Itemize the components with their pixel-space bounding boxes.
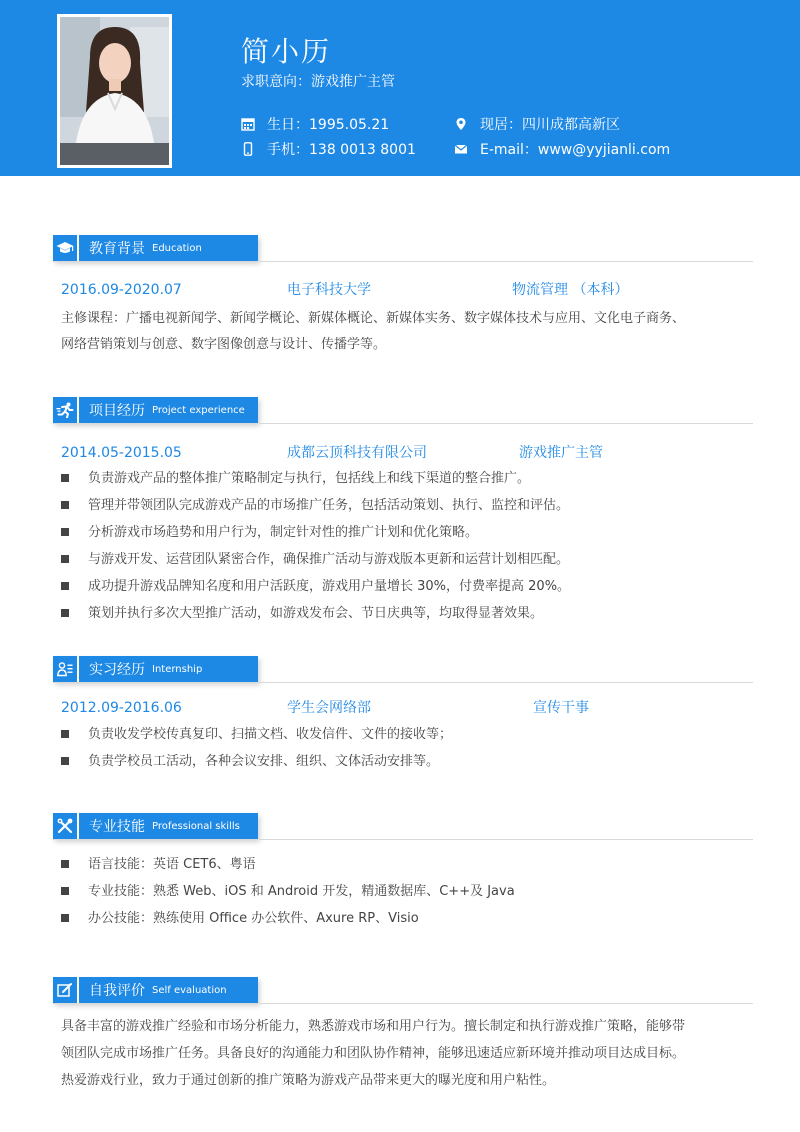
section-divider	[53, 261, 753, 262]
section-divider	[53, 1003, 753, 1004]
bullet-square-icon	[61, 757, 69, 765]
list-item: 语言技能：英语 CET6、粤语	[61, 855, 256, 875]
project-company: 成都云顶科技有限公司	[287, 445, 427, 461]
candidate-name: 简小历	[241, 35, 332, 68]
section-title-en: Education	[152, 242, 202, 254]
graduation-cap-icon	[53, 235, 79, 261]
list-item: 负责学校员工活动，各种会议安排、组织、文体活动安排等。	[61, 752, 439, 772]
running-person-icon	[53, 397, 79, 423]
envelope-icon	[454, 142, 468, 156]
section-title-cn: 教育背景	[89, 241, 145, 257]
list-item: 负责游戏产品的整体推广策略制定与执行，包括线上和线下渠道的整合推广。	[61, 469, 530, 489]
education-courses-line: 网络营销策划与创意、数字图像创意与设计、传播学等。	[61, 337, 387, 352]
section-divider	[53, 423, 753, 424]
job-intention: 求职意向：游戏推广主管	[241, 74, 395, 90]
section-divider	[53, 839, 753, 840]
section-header-self-evaluation	[53, 977, 258, 1003]
bullet-square-icon	[61, 730, 69, 738]
edit-icon	[53, 977, 79, 1003]
list-item: 与游戏开发、运营团队紧密合作，确保推广活动与游戏版本更新和运营计划相匹配。	[61, 550, 569, 570]
resume-header	[0, 0, 800, 176]
bullet-square-icon	[61, 914, 69, 922]
birthday-text: 生日：1995.05.21	[267, 117, 390, 133]
project-role: 游戏推广主管	[519, 445, 603, 461]
calendar-icon	[241, 117, 255, 131]
location-info	[454, 114, 620, 134]
bullet-square-icon	[61, 501, 69, 509]
list-item: 管理并带领团队完成游戏产品的市场推广任务，包括活动策划、执行、监控和评估。	[61, 496, 569, 516]
internship-role: 宣传干事	[533, 700, 589, 716]
email-text: E-mail：www@yyjianli.com	[480, 142, 671, 158]
bullet-square-icon	[61, 555, 69, 563]
bullet-square-icon	[61, 609, 69, 617]
section-title-cn: 自我评价	[89, 983, 145, 999]
education-period: 2016.09-2020.07	[61, 282, 182, 298]
mobile-phone-icon	[241, 142, 255, 156]
section-title-en: Internship	[152, 663, 203, 675]
internship-period: 2012.09-2016.06	[61, 700, 182, 716]
section-title-en: Project experience	[152, 404, 245, 416]
internship-org: 学生会网络部	[287, 700, 371, 716]
section-header-internship	[53, 656, 258, 682]
bullet-square-icon	[61, 582, 69, 590]
self-evaluation-line: 具备丰富的游戏推广经验和市场分析能力，熟悉游戏市场和用户行为。擅长制定和执行游戏推广策略，能够带	[61, 1019, 686, 1034]
bullet-square-icon	[61, 887, 69, 895]
list-item: 专业技能：熟悉 Web、iOS 和 Android 开发，精通数据库、C++及 Java	[61, 882, 515, 902]
section-title-cn: 专业技能	[89, 819, 145, 835]
bullet-square-icon	[61, 474, 69, 482]
location-text: 现居：四川成都高新区	[480, 117, 620, 133]
list-item: 办公技能：熟练使用 Office 办公软件、Axure RP、Visio	[61, 909, 419, 929]
list-item: 分析游戏市场趋势和用户行为，制定针对性的推广计划和优化策略。	[61, 523, 478, 543]
education-courses-line: 主修课程：广播电视新闻学、新闻学概论、新媒体概论、新媒体实务、数字媒体技术与应用、文化电子商务、	[61, 311, 686, 326]
education-school: 电子科技大学	[287, 282, 371, 298]
project-period: 2014.05-2015.05	[61, 445, 182, 461]
self-evaluation-line: 热爱游戏行业，致力于通过创新的推广策略为游戏产品带来更大的曝光度和用户粘性。	[61, 1073, 556, 1088]
list-item: 成功提升游戏品牌知名度和用户活跃度，游戏用户量增长 30%，付费率提高 20%。	[61, 577, 570, 597]
tools-icon	[53, 813, 79, 839]
section-header-education	[53, 235, 258, 261]
section-header-project	[53, 397, 258, 423]
self-evaluation-line: 领团队完成市场推广任务。具备良好的沟通能力和团队协作精神，能够迅速适应新环境并推动项目达成目标。	[61, 1046, 686, 1061]
birthday-info	[241, 114, 389, 134]
section-divider	[53, 682, 753, 683]
section-header-skills	[53, 813, 258, 839]
bullet-square-icon	[61, 860, 69, 868]
section-title-cn: 实习经历	[89, 662, 145, 678]
section-title-en: Self evaluation	[152, 984, 227, 996]
section-title-cn: 项目经历	[89, 403, 145, 419]
list-item: 策划并执行多次大型推广活动，如游戏发布会、节日庆典等，均取得显著效果。	[61, 604, 543, 624]
email-info	[454, 139, 670, 159]
phone-text: 手机：138 0013 8001	[267, 142, 416, 158]
bullet-square-icon	[61, 528, 69, 536]
list-item: 负责收发学校传真复印、扫描文档、收发信件、文件的接收等；	[61, 725, 452, 745]
phone-info	[241, 139, 416, 159]
section-title-en: Professional skills	[152, 820, 240, 832]
education-major: 物流管理 （本科）	[512, 282, 629, 298]
location-pin-icon	[454, 117, 468, 131]
id-card-icon	[53, 656, 79, 682]
profile-photo	[57, 14, 172, 168]
